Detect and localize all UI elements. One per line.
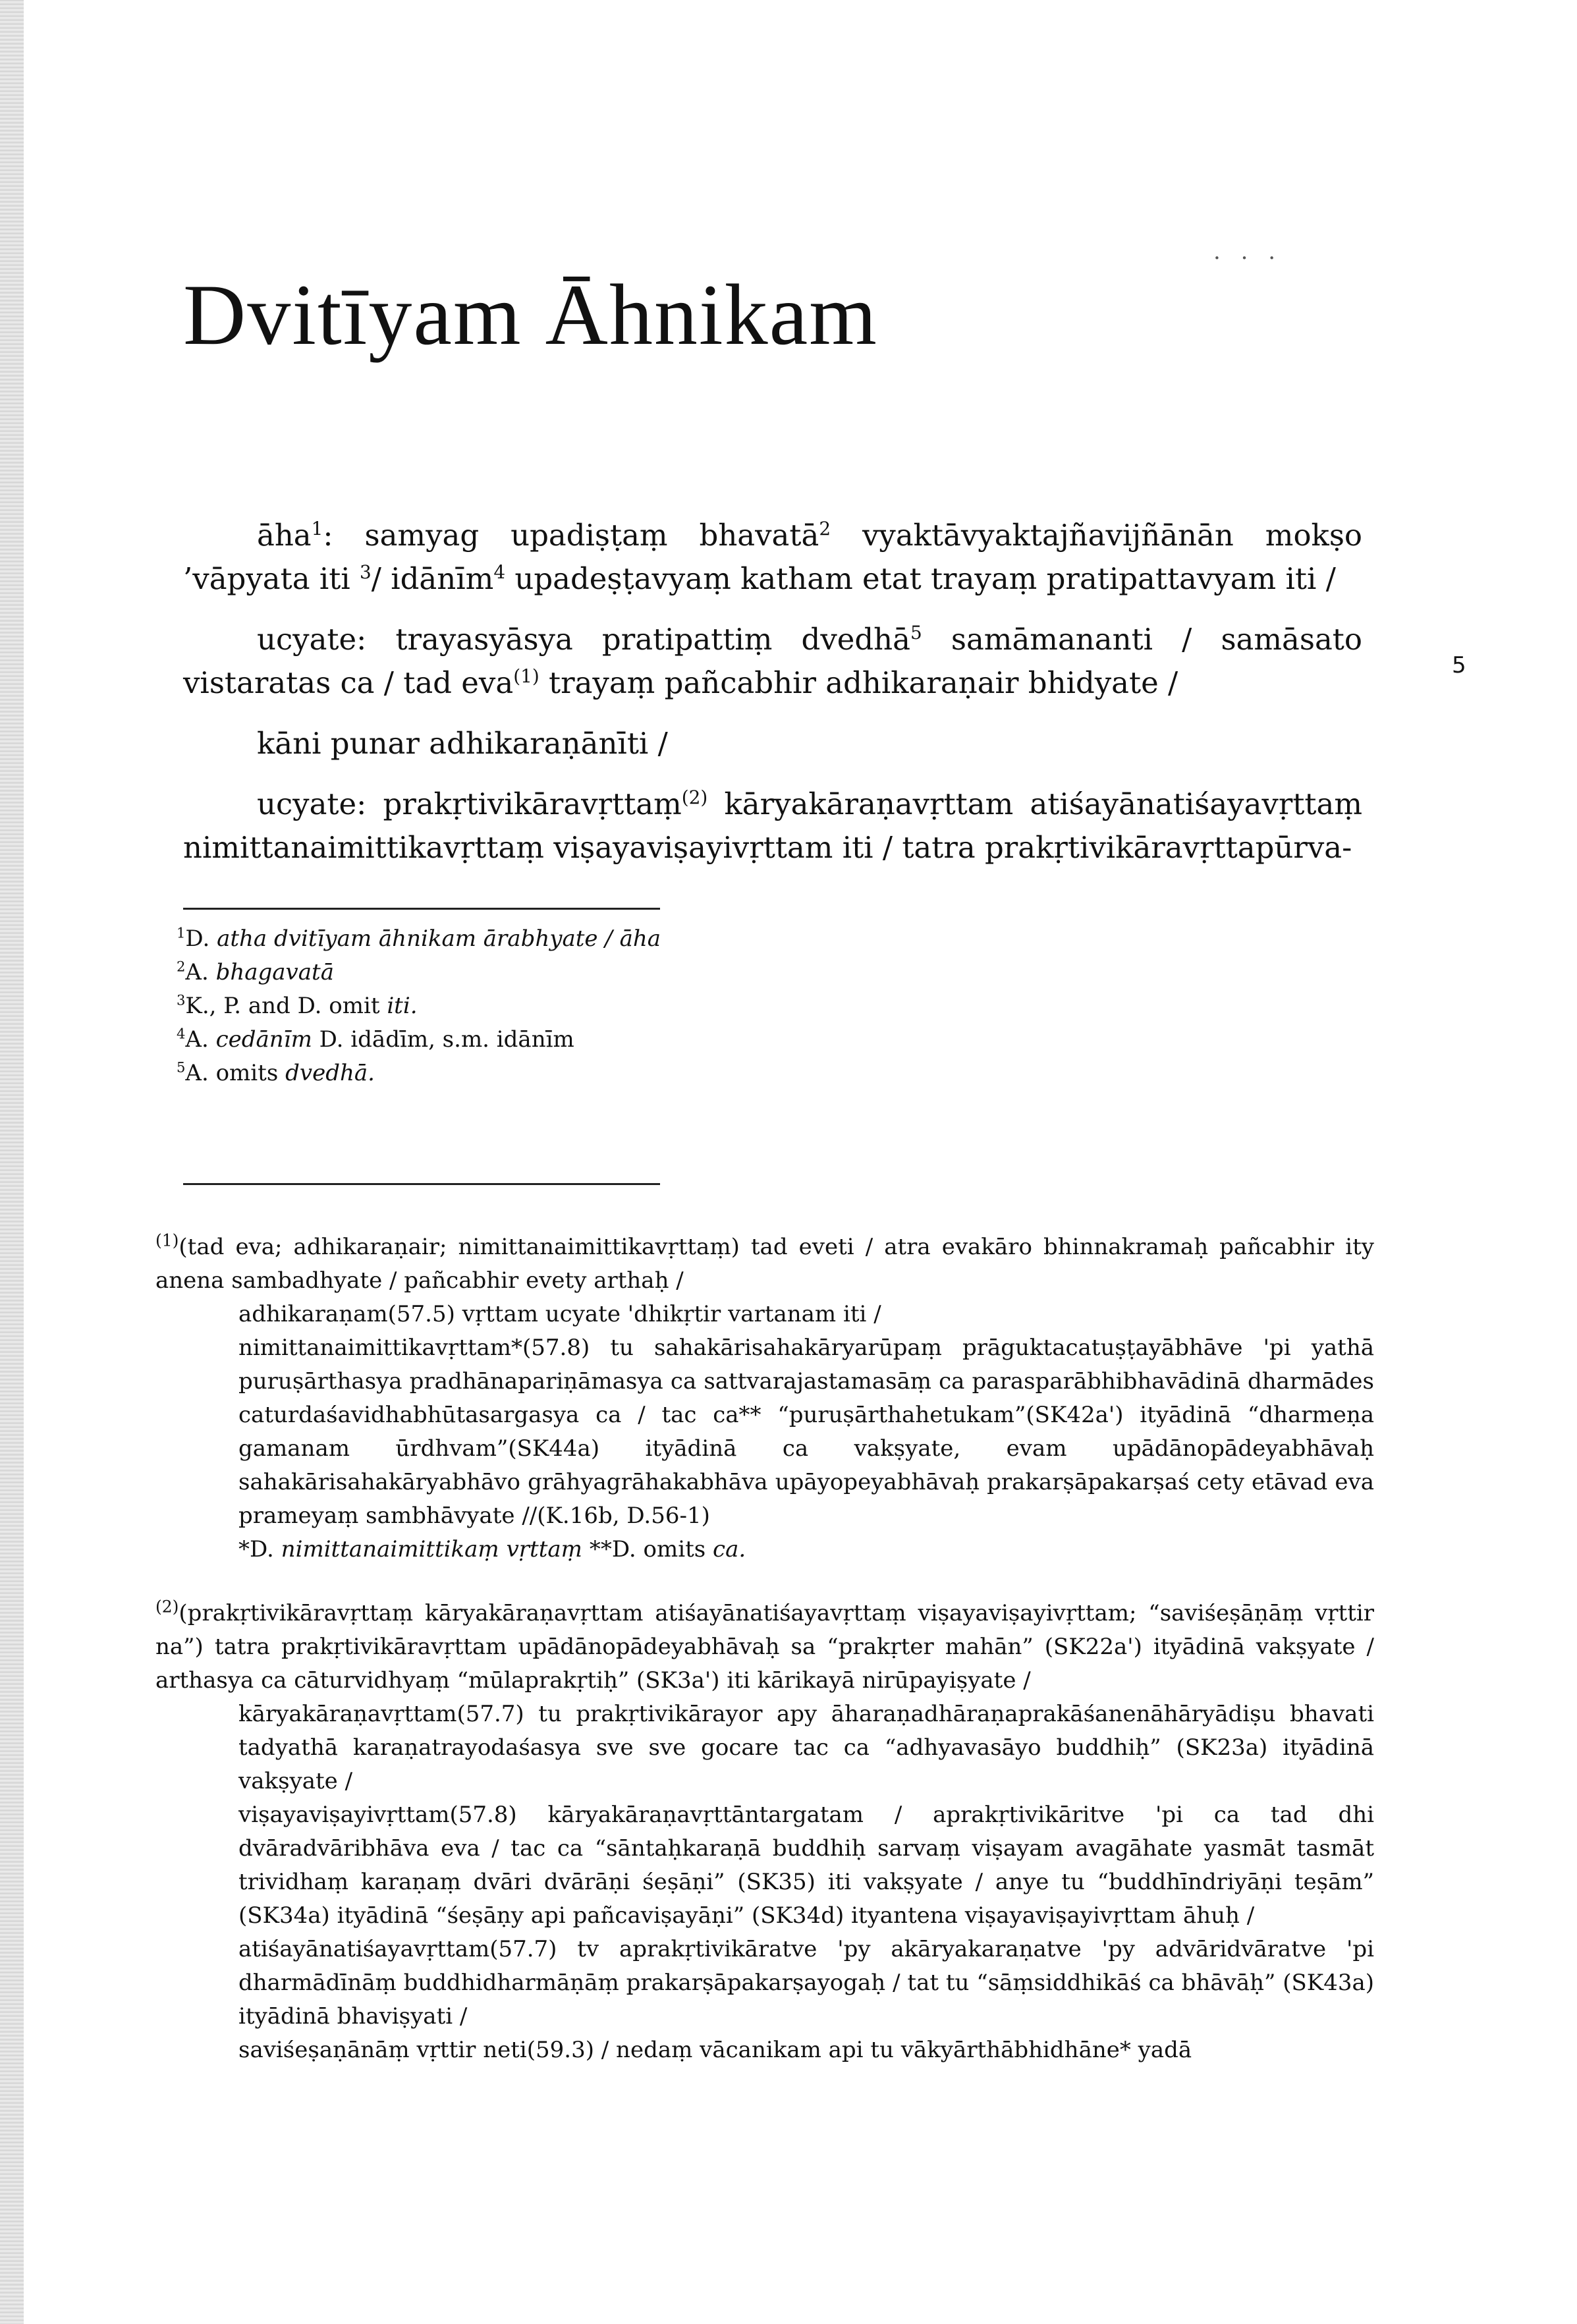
footnote-5 — [177, 1057, 1165, 1090]
chapter-title: Dvitīyam Āhnikam — [183, 266, 878, 363]
text-span: A. — [185, 959, 216, 985]
text-span: (tad eva; adhikaraṇair; nimittanaimittikavṛttaṃ) tad eveti / atra evakāro bhinnakramaḥ pañcabhir ity anena sambadhyate / pañcabhir evety arthaḥ / — [155, 1234, 1374, 1294]
text-span: āha — [257, 518, 312, 553]
italic-span: nimittanaimittikaṃ vṛttaṃ — [281, 1536, 583, 1563]
paragraph-4 — [183, 783, 1362, 870]
note-2-line-2: kāryakāraṇavṛttam(57.7) tu prakṛtivikārayor apy āharaṇadhāraṇaprakāśanenāhāryādiṣu bhavati tadyathā karaṇatrayodaśasya sve sve gocare tac ca “adhyavasāyo buddhiḥ” (SK23a) ityādinā vakṣyate / — [238, 1701, 1374, 1794]
footnotes — [177, 922, 1165, 1090]
italic-span: cedānīm — [215, 1026, 312, 1053]
footnote-ref-4: 4 — [493, 561, 506, 583]
footnote-3 — [177, 989, 1165, 1023]
italic-span: dvedhā. — [285, 1060, 375, 1086]
italic-span: ca. — [713, 1536, 746, 1563]
italic-span: iti. — [387, 993, 418, 1019]
note-ref-1: (1) — [513, 665, 540, 687]
note-1-line-1 — [155, 1231, 1374, 1298]
note-1-line-4 — [155, 1533, 1374, 1566]
footnote-number: 3 — [177, 991, 186, 1009]
note-2-line-5: saviśeṣaṇānāṃ vṛttir neti(59.3) / nedaṃ vācanikam api tu vākyārthābhidhāne* yadā — [238, 2037, 1192, 2063]
footnote-number: 1 — [177, 924, 186, 941]
text-span: A. omits — [185, 1060, 286, 1086]
text-span: *D. — [238, 1536, 281, 1563]
notes-rule — [183, 1183, 660, 1185]
footnote-2 — [177, 956, 1165, 989]
footnote-number: 5 — [177, 1059, 186, 1076]
line-number: 5 — [1452, 652, 1466, 678]
paragraph-3: kāni punar adhikaraṇānīti / — [257, 726, 668, 761]
note-2-line-1 — [155, 1597, 1374, 1698]
text-span: ucyate: trayasyāsya pratipattiṃ dvedhā — [257, 622, 910, 657]
text-span: ucyate: prakṛtivikāravṛttaṃ — [257, 787, 682, 821]
text-span: K., P. and D. omit — [185, 993, 387, 1019]
text-span: trayaṃ pañcabhir adhikaraṇair bhidyate / — [539, 665, 1178, 700]
commentary-note-1 — [155, 1231, 1374, 1566]
text-span: D. — [185, 926, 217, 952]
footnote-ref-1: 1 — [311, 518, 323, 540]
italic-span: atha dvitīyam āhnikam ārabhyate / āha — [217, 926, 661, 952]
footnote-rule — [183, 908, 660, 910]
footnote-number: 4 — [177, 1025, 186, 1042]
scan-dots: . . . — [1213, 238, 1283, 265]
note-label: (1) — [155, 1231, 179, 1250]
text-span: A. — [185, 1026, 216, 1053]
footnote-ref-2: 2 — [819, 518, 831, 540]
scan-edge — [0, 0, 24, 2324]
paragraph-1 — [183, 514, 1362, 601]
text-span: upadeṣṭavyaṃ katham etat trayaṃ pratipattavyam iti / — [505, 561, 1336, 596]
text-span: **D. omits — [582, 1536, 713, 1563]
text-span: samāmananti / samāsato vistaratas ca / tad eva — [183, 622, 1362, 700]
text-span: / idānīm — [371, 561, 494, 596]
note-2-line-3: viṣayaviṣayivṛttam(57.8) kāryakāraṇavṛttāntargatam / aprakṛtivikāritve 'pi ca tad dhi dvāradvāribhāva eva / tac ca “sāntaḥkaraṇā buddhiḥ sarvaṃ viṣayam avagāhate yasmāt tasmāt trividhaṃ karaṇaṃ dvāri dvārāṇi śeṣāṇi” (SK35) iti vakṣyate / anye tu “buddhīndriyāṇi teṣām” (SK34a) ityādinā “śeṣāṇy api pañcaviṣayāṇi” (SK34d) ityantena viṣayaviṣayivṛttam āhuḥ / — [238, 1802, 1374, 1929]
footnote-ref-5: 5 — [910, 622, 922, 644]
text-span: vyaktāvyaktajñavijñānān mokṣo ’vāpyata iti — [183, 518, 1363, 596]
note-ref-2: (2) — [681, 787, 708, 808]
footnote-ref-3: 3 — [360, 561, 372, 583]
text-span: : samyag upadiṣṭaṃ bhavatā — [323, 518, 819, 553]
main-text — [183, 514, 1362, 887]
note-1-line-3: nimittanaimittikavṛttam*(57.8) tu sahakārisahakāryarūpaṃ prāguktacatuṣṭayābhāve 'pi yathā puruṣārthasya pradhānapariṇāmasya ca sattvarajastamasāṃ ca parasparābhibhavādinā dharmādes caturdaśavidhabhūtasargasya ca / tac ca** “puruṣārthahetukam”(SK42a') ityādinā “dharmeṇa gamanam ūrdhvam”(SK44a) ityādinā ca vakṣyate, evam upādānopādeyabhāvaḥ sahakārisahakāryabhāvo grāhyagrāhakabhāva upāyopeyabhāvaḥ prakarṣāpakarṣaś cety etāvad eva prameyaṃ sambhāvyate //(K.16b, D.56-1) — [238, 1335, 1374, 1529]
footnote-number: 2 — [177, 958, 186, 975]
note-2-line-4: atiśayānatiśayavṛttam(57.7) tv aprakṛtivikāratve 'py akāryakaraṇatve 'py advāridvāratve 'pi dharmādīnāṃ buddhidharmāṇāṃ prakarṣāpakarṣayogaḥ / tat tu “sāṃsiddhikāś ca bhāvāḥ” (SK43a) ityādinā bhaviṣyati / — [238, 1936, 1374, 2030]
text-span: kāryakāraṇavṛttam atiśayānatiśayavṛttaṃ nimittanaimittikavṛttaṃ viṣayaviṣayivṛttam iti / tatra prakṛtivikāravṛttapūrva- — [183, 787, 1362, 865]
footnote-4 — [177, 1023, 1165, 1057]
italic-span: bhagavatā — [215, 959, 334, 985]
footnote-1 — [177, 922, 1165, 956]
text-span: (prakṛtivikāravṛttaṃ kāryakāraṇavṛttam atiśayānatiśayavṛttaṃ viṣayaviṣayivṛttam; “saviśeṣāṇāṃ vṛttir na”) tatra prakṛtivikāravṛttam upādānopādeyabhāvaḥ sa “prakṛter mahān” (SK22a') ityādinā vakṣyate / arthasya ca cāturvidhyaṃ “mūlaprakṛtiḥ” (SK3a') iti kārikayā nirūpayiṣyate / — [155, 1600, 1374, 1694]
text-span: D. idādīm, s.m. idānīm — [312, 1026, 574, 1053]
note-label: (2) — [155, 1597, 179, 1617]
commentary-note-2 — [155, 1597, 1374, 2067]
paragraph-2 — [183, 618, 1362, 705]
note-1-line-2: adhikaraṇam(57.5) vṛttam ucyate 'dhikṛtir vartanam iti / — [238, 1301, 881, 1327]
